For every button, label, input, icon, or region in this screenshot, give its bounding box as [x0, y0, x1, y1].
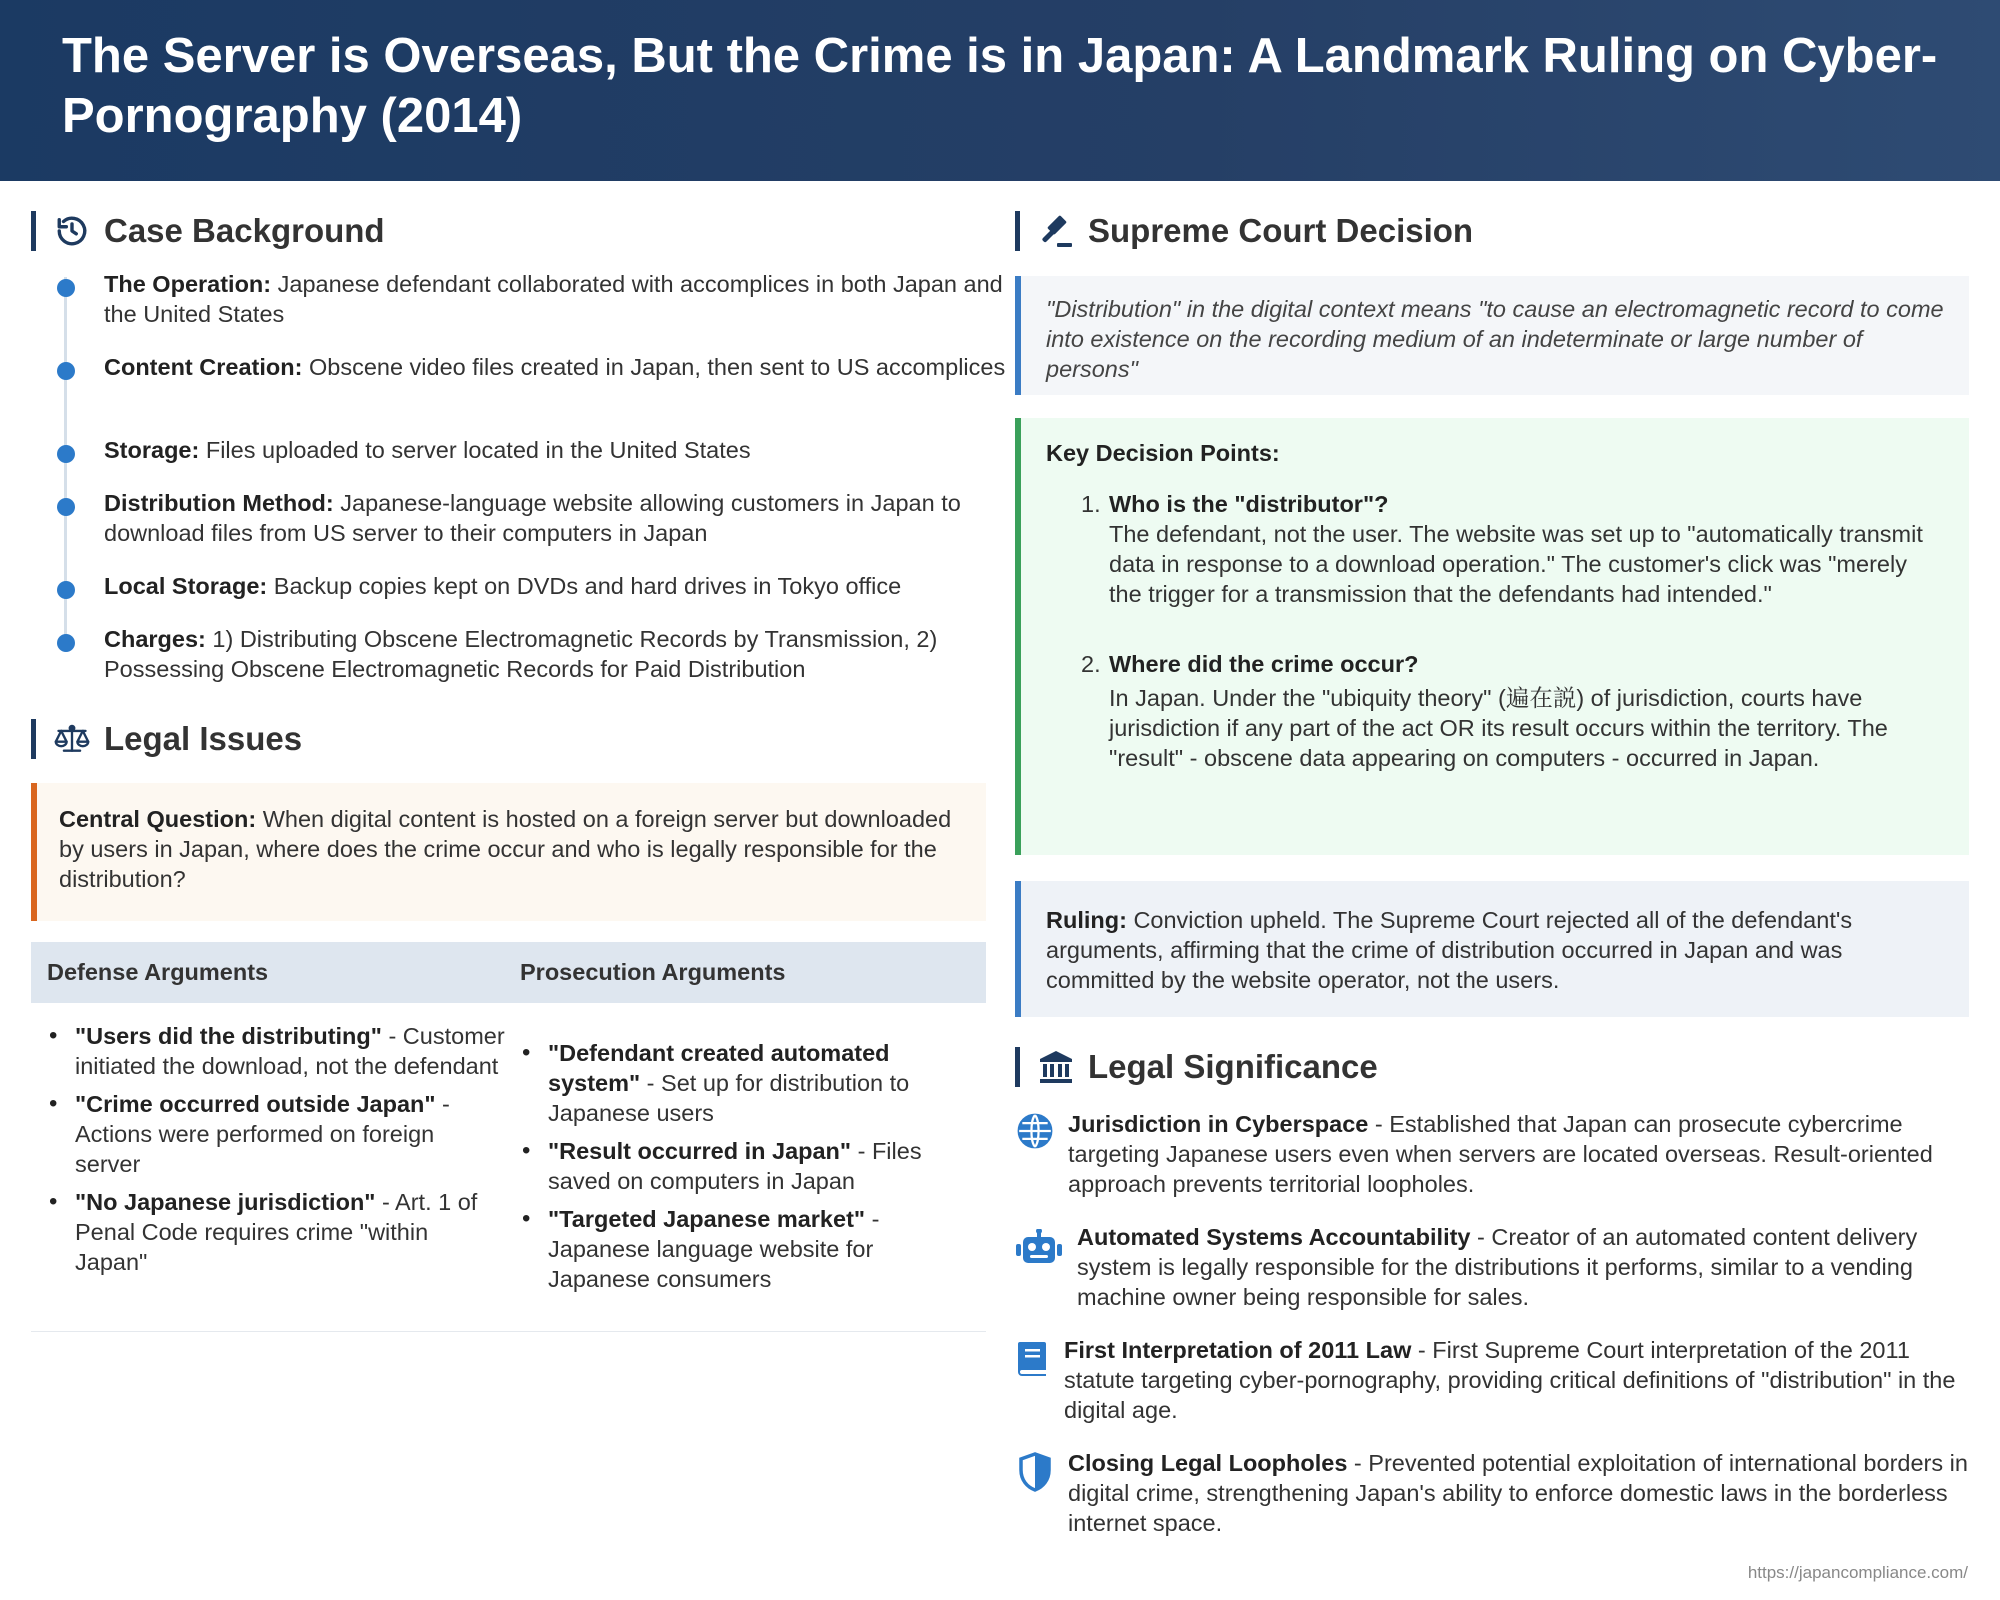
- prosecution-arguments-header: Prosecution Arguments: [520, 959, 786, 985]
- central-question-text: When digital content is hosted on a foreign server but downloaded by users in Japan, where does the crime occur and who is legally responsible for the distribution?: [59, 806, 952, 892]
- page-title: The Server is Overseas, But the Crime is in Japan: A Landmark Ruling on Cyber-Pornography (2014): [62, 29, 1938, 143]
- significance-item: [1015, 1448, 1969, 1538]
- timeline-item: [104, 488, 1024, 548]
- significance-label: Closing Legal Loopholes: [1068, 1450, 1348, 1476]
- timeline-dot: [57, 445, 75, 463]
- point-number: 1.: [1081, 491, 1101, 517]
- significance-text: - First Supreme Court interpretation of the 2011 statute targeting cyber-pornography, providing critical definitions of "distribution" in the digital age.: [1064, 1337, 1956, 1423]
- list-item: [45, 1187, 505, 1277]
- timeline-dot: [57, 498, 75, 516]
- significance-label: First Interpretation of 2011 Law: [1064, 1337, 1412, 1363]
- defense-arguments-list: [45, 1021, 505, 1285]
- argument-label: "Result occurred in Japan": [548, 1138, 852, 1164]
- arguments-table-header: [31, 942, 986, 1003]
- significance-label: Jurisdiction in Cyberspace: [1068, 1111, 1369, 1137]
- argument-text: - Japanese language website for Japanese consumers: [548, 1206, 880, 1292]
- significance-item: [1015, 1109, 1969, 1199]
- point-number: 2.: [1081, 651, 1101, 677]
- item-text: Backup copies kept on DVDs and hard drives in Tokyo office: [267, 573, 902, 599]
- ruling-label: Ruling:: [1046, 907, 1127, 933]
- list-item: [45, 1089, 505, 1179]
- timeline-item: [104, 571, 1024, 601]
- list-item: [45, 1021, 505, 1081]
- distribution-definition-quote: "Distribution" in the digital context means "to cause an electromagnetic record to come into existence on the recording medium of an indeterminate or large number of persons": [1015, 276, 1969, 395]
- item-text: Obscene video files created in Japan, then sent to US accomplices: [302, 354, 1006, 380]
- header-banner: [0, 0, 2000, 181]
- case-background-title: Case Background: [104, 212, 385, 249]
- significance-text: - Creator of an automated content delivery system is legally responsible for the distributions it performs, similar to a vending machine owner being responsible for sales.: [1077, 1224, 1918, 1310]
- decision-point: [1046, 489, 1944, 609]
- key-decision-points-box: [1015, 418, 1969, 855]
- prosecution-arguments-list: [518, 1038, 958, 1302]
- point-title: Who is the "distributor"?: [1109, 491, 1389, 517]
- scale-icon: [54, 721, 90, 757]
- item-text: Japanese defendant collaborated with accomplices in both Japan and the United States: [104, 271, 1003, 327]
- list-item: [518, 1204, 958, 1294]
- ruling-text: Conviction upheld. The Supreme Court rejected all of the defendant's arguments, affirming that the crime of distribution occurred in Japan and was committed by the website operator, not the users.: [1046, 907, 1853, 993]
- robot-icon: [1015, 1228, 1063, 1268]
- point-text: In Japan. Under the "ubiquity theory" (遍在説) of jurisdiction, courts have jurisdiction if any part of the act OR its result occurs within the territory. The "result" - obscene data appearing on computers - occurred in Japan.: [1109, 685, 1888, 771]
- arguments-divider: [31, 1331, 986, 1332]
- footer-url: https://japancompliance.com/: [1747, 1563, 1968, 1582]
- point-title: Where did the crime occur?: [1109, 651, 1419, 677]
- significance-text: - Established that Japan can prosecute cybercrime targeting Japanese users even when servers are located overseas. Result-oriented approach prevents territorial loopholes.: [1068, 1111, 1933, 1197]
- timeline-item: [104, 352, 1024, 382]
- timeline-dot: [57, 581, 75, 599]
- central-question-label: Central Question:: [59, 806, 257, 832]
- timeline-item: [104, 269, 1024, 329]
- point-text: The defendant, not the user. The website was set up to "automatically transmit data in response to a download operation." The customer's click was "merely the trigger for a transmission that the defendants had intended.": [1109, 521, 1923, 607]
- timeline-item: [104, 435, 1024, 465]
- argument-text: - Files saved on computers in Japan: [548, 1138, 922, 1194]
- item-text: Japanese-language website allowing customers in Japan to download files from US server to their computers in Japan: [104, 490, 961, 546]
- item-label: Storage:: [104, 437, 200, 463]
- item-text: Files uploaded to server located in the United States: [199, 437, 751, 463]
- argument-label: "Crime occurred outside Japan": [75, 1091, 436, 1117]
- list-item: [518, 1038, 958, 1128]
- argument-label: "Users did the distributing": [75, 1023, 382, 1049]
- argument-label: "Targeted Japanese market": [548, 1206, 866, 1232]
- legal-issues-heading: [31, 719, 302, 759]
- argument-label: "No Japanese jurisdiction": [75, 1189, 376, 1215]
- significance-item: [1015, 1335, 1969, 1425]
- supreme-court-decision-title: Supreme Court Decision: [1088, 212, 1474, 249]
- history-icon: [54, 213, 90, 249]
- book-icon: [1015, 1339, 1049, 1379]
- ruling-box: [1015, 881, 1969, 1017]
- decision-point: [1046, 649, 1944, 773]
- case-background-heading: [31, 211, 385, 251]
- argument-text: - Customer initiated the download, not the defendant: [75, 1023, 505, 1079]
- item-label: The Operation:: [104, 271, 272, 297]
- significance-label: Automated Systems Accountability: [1077, 1224, 1471, 1250]
- argument-label: "Defendant created automated system": [548, 1040, 890, 1096]
- item-label: Charges:: [104, 626, 206, 652]
- timeline-dot: [57, 362, 75, 380]
- significance-item: [1015, 1222, 1969, 1312]
- globe-icon: [1015, 1111, 1055, 1151]
- key-decision-points-title: Key Decision Points:: [1046, 440, 1280, 466]
- argument-text: - Art. 1 of Penal Code requires crime "within Japan": [75, 1189, 478, 1275]
- gavel-icon: [1038, 213, 1074, 249]
- supreme-court-decision-heading: [1015, 211, 1473, 251]
- courthouse-icon: [1038, 1049, 1074, 1085]
- list-item: [518, 1136, 958, 1196]
- defense-arguments-header: Defense Arguments: [47, 959, 269, 985]
- timeline-dot: [57, 634, 75, 652]
- item-text: 1) Distributing Obscene Electromagnetic Records by Transmission, 2) Possessing Obscene Electromagnetic Records for Paid Distribution: [104, 626, 938, 682]
- item-label: Distribution Method:: [104, 490, 334, 516]
- item-label: Local Storage:: [104, 573, 268, 599]
- timeline-dot: [57, 279, 75, 297]
- legal-significance-heading: [1015, 1047, 1378, 1087]
- legal-significance-title: Legal Significance: [1088, 1048, 1378, 1085]
- legal-issues-title: Legal Issues: [104, 720, 303, 757]
- shield-icon: [1015, 1452, 1055, 1492]
- central-question-box: [31, 783, 986, 921]
- argument-text: - Actions were performed on foreign server: [75, 1091, 450, 1177]
- significance-text: - Prevented potential exploitation of international borders in digital crime, strengthening Japan's ability to enforce domestic laws in the borderless internet space.: [1068, 1450, 1968, 1536]
- item-label: Content Creation:: [104, 354, 303, 380]
- argument-text: - Set up for distribution to Japanese users: [548, 1070, 910, 1126]
- timeline-item: [104, 624, 1024, 684]
